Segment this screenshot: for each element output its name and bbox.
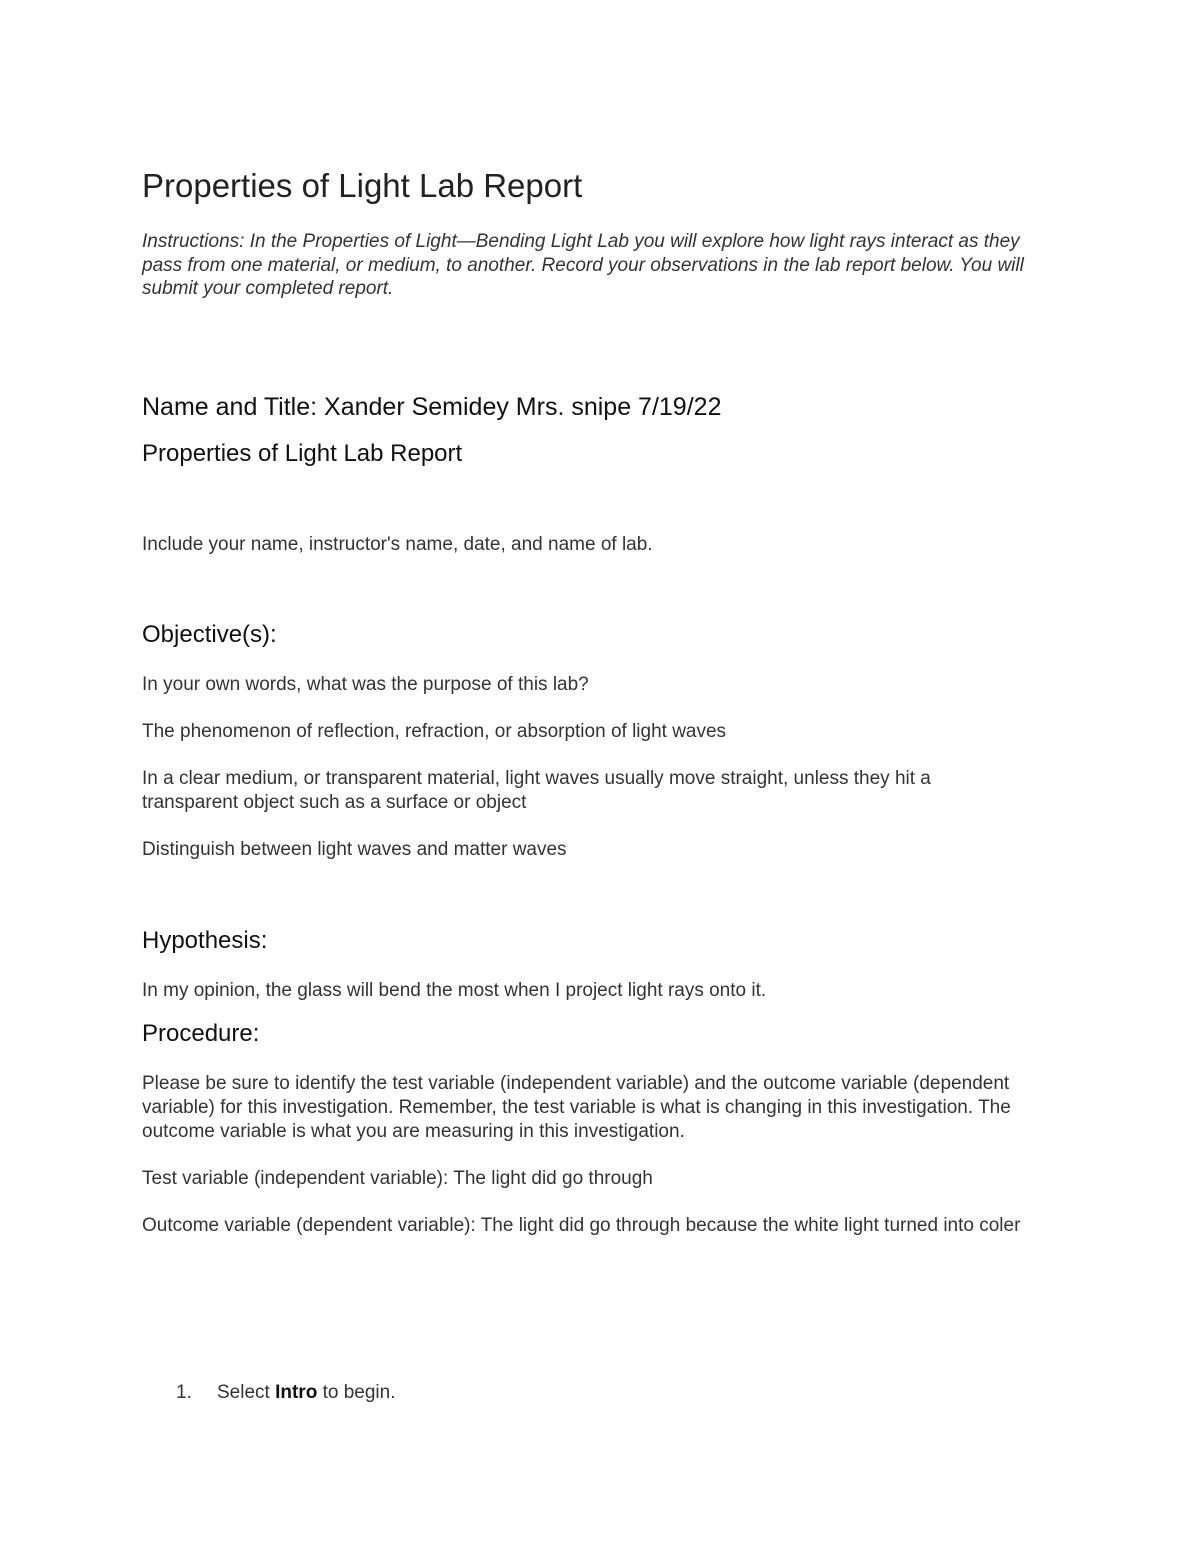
report-title-heading: Properties of Light Lab Report [142, 440, 463, 467]
step-text-suffix: to begin. [317, 1382, 396, 1403]
name-and-title-heading: Name and Title: Xander Semidey Mrs. snipe 7/19/22 [142, 393, 722, 421]
objectives-heading: Objective(s): [142, 621, 277, 648]
step-bold-term: Intro [275, 1382, 318, 1403]
test-variable-text: Test variable (independent variable): The light did go through [142, 1168, 653, 1189]
name-prompt-text: Include your name, instructor's name, date, and name of lab. [142, 534, 653, 555]
outcome-variable-text: Outcome variable (dependent variable): The light did go through because the white light turned into coler [142, 1215, 1021, 1236]
procedure-step-1 [176, 1381, 395, 1405]
hypothesis-heading: Hypothesis: [142, 927, 268, 954]
procedure-heading: Procedure: [142, 1020, 260, 1047]
objective-answer-3: Distinguish between light waves and matter waves [142, 839, 567, 860]
instructions-text: Instructions: In the Properties of Light—Bending Light Lab you will explore how light rays interact as they pass from one material, or medium, to another. Record your observations in the lab report below. You will submit your completed report. [142, 231, 1024, 299]
procedure-prompt: Please be sure to identify the test variable (independent variable) and the outcome variable (dependent variable) for this investigation. Remember, the test variable is what is changing in this investigation. The outcome variable is what you are measuring in this investigation. [142, 1073, 1011, 1142]
objective-answer-2: In a clear medium, or transparent material, light waves usually move straight, unless they hit a transparent object such as a surface or object [142, 768, 931, 813]
step-text-prefix: Select [217, 1382, 276, 1403]
objective-answer-1: The phenomenon of reflection, refraction, or absorption of light waves [142, 721, 727, 742]
objectives-prompt: In your own words, what was the purpose of this lab? [142, 674, 589, 695]
step-number: 1. [176, 1382, 192, 1403]
hypothesis-text: In my opinion, the glass will bend the most when I project light rays onto it. [142, 980, 767, 1001]
document-title: Properties of Light Lab Report [142, 167, 583, 204]
